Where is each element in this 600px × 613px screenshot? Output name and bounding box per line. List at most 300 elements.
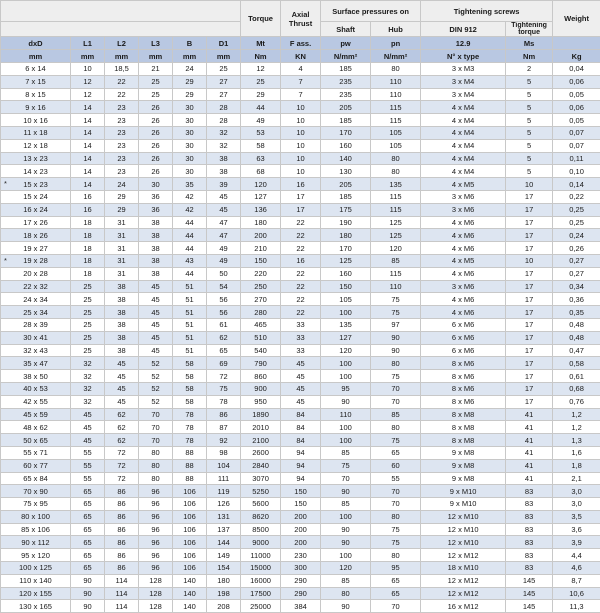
table-cell: 144 [207,536,241,549]
axial-thrust-header [281,1,321,37]
table-cell: 26 [139,101,173,114]
column-name-pw: pw [321,37,371,50]
table-cell: 12 x M10 [421,536,506,549]
table-cell [1,472,71,485]
table-cell: 9 x M10 [421,498,506,511]
table-cell: 140 [321,152,371,165]
table-cell: 160 [321,139,371,152]
table-cell: 12 x M10 [421,523,506,536]
table-cell: 44 [173,267,207,280]
table-body [1,63,600,613]
table-cell: 45 [139,293,173,306]
star-marker: * [4,255,7,266]
table-cell: 25 [139,75,173,88]
table-cell: 22 [281,229,321,242]
table-cell: 39 [207,178,241,191]
table-cell: 3,5 [553,510,600,523]
table-cell: 25 [71,318,105,331]
table-cell: 18 [71,267,105,280]
table-cell: 180 [241,216,281,229]
table-cell: 0,06 [553,75,600,88]
column-unit: mm [105,50,139,63]
table-cell: 1,6 [553,446,600,459]
table-cell: 86 [105,485,139,498]
dimension-value: 120 x 155 [19,589,52,598]
table-cell: 47 [207,216,241,229]
table-cell: 96 [139,549,173,562]
dimension-value: 42 x 55 [23,397,48,406]
table-cell: 0,48 [553,318,600,331]
table-row [1,101,600,114]
table-cell: 65 [71,510,105,523]
table-cell [1,114,71,127]
table-cell: 27 [207,88,241,101]
table-cell: 3 x M6 [421,280,506,293]
table-cell: 4 [281,63,321,76]
table-cell: 27 [207,75,241,88]
table-cell: 2010 [241,421,281,434]
table-row [1,178,600,191]
column-name-dxd: dxD [1,37,71,50]
table-cell: 5 [506,75,553,88]
table-cell: 7 [281,75,321,88]
table-cell: 31 [105,216,139,229]
table-cell: 75 [371,536,421,549]
table-cell: 55 [371,472,421,485]
table-cell: 185 [321,114,371,127]
table-cell: 51 [173,280,207,293]
table-cell: 220 [241,267,281,280]
table-row [1,318,600,331]
table-cell: 45 [207,203,241,216]
table-cell: 90 [71,587,105,600]
table-cell: 16 x M12 [421,600,506,613]
table-cell: 85 [371,408,421,421]
table-cell: 17 [281,190,321,203]
table-cell: 70 [371,498,421,511]
table-cell [1,318,71,331]
table-cell: 94 [281,446,321,459]
table-cell: 58 [173,382,207,395]
table-cell: 41 [506,421,553,434]
column-unit: mm [71,50,105,63]
column-unit: N° x type [421,50,506,63]
dimension-value: 15 x 24 [23,192,48,201]
table-row [1,395,600,408]
table-row [1,485,600,498]
table-cell: 14 [71,178,105,191]
table-cell: 30 [173,114,207,127]
dimension-value: 11 x 18 [23,128,47,137]
table-cell: 126 [207,498,241,511]
table-cell: 4 x M6 [421,229,506,242]
table-cell: 38 [105,293,139,306]
table-cell: 135 [371,178,421,191]
table-cell: 110 [321,408,371,421]
column-unit: N/mm² [371,50,421,63]
table-cell: 0,34 [553,280,600,293]
table-cell: 50 [207,267,241,280]
table-cell: 120 [371,242,421,255]
table-cell: 110 [371,75,421,88]
table-row [1,587,600,600]
table-cell: 100 [321,370,371,383]
table-cell [1,459,71,472]
table-cell: 44 [173,242,207,255]
table-cell: 4 x M4 [421,101,506,114]
table-cell: 65 [71,523,105,536]
table-cell [1,357,71,370]
table-cell: 17 [506,331,553,344]
table-cell: 17 [281,203,321,216]
table-cell: 22 [281,242,321,255]
table-cell: 45 [139,318,173,331]
table-cell: 98 [207,446,241,459]
table-cell: 10 [281,101,321,114]
table-cell [1,152,71,165]
table-cell: 18 [71,229,105,242]
table-cell [1,587,71,600]
table-cell [1,498,71,511]
table-row [1,344,600,357]
table-cell: 58 [173,370,207,383]
table-cell: 6 x M6 [421,318,506,331]
table-cell: 25 [71,280,105,293]
table-cell: 125 [371,229,421,242]
table-cell: 72 [105,472,139,485]
column-name-mt: Mt [241,37,281,50]
dimension-value: 17 x 26 [23,218,48,227]
table-cell: 70 [371,382,421,395]
table-cell: 69 [207,357,241,370]
table-cell: 21 [139,63,173,76]
table-cell: 0,27 [553,254,600,267]
dimension-value: 24 x 34 [23,295,48,304]
table-cell: 106 [173,510,207,523]
table-cell: 127 [321,331,371,344]
table-row [1,421,600,434]
dimension-value: 18 x 26 [23,231,48,240]
table-cell: 51 [173,331,207,344]
hub-header: Hub [371,22,421,37]
table-cell: 100 [321,306,371,319]
dimension-value: 110 x 140 [19,576,51,585]
table-cell: 290 [281,587,321,600]
table-cell: 83 [506,523,553,536]
table-cell: 51 [173,293,207,306]
table-cell: 114 [105,587,139,600]
table-cell: 25 [207,63,241,76]
table-cell: 7 [281,88,321,101]
table-cell: 0,36 [553,293,600,306]
table-cell: 45 [105,395,139,408]
column-name-12-9: 12.9 [421,37,506,50]
dimension-value: 13 x 23 [23,154,48,163]
table-cell: 149 [207,549,241,562]
table-cell: 85 [321,498,371,511]
table-cell: 41 [506,446,553,459]
table-cell: 106 [173,523,207,536]
table-cell: 33 [281,318,321,331]
table-cell: 10 [281,126,321,139]
table-cell: 80 [371,357,421,370]
table-cell [1,370,71,383]
table-cell: 85 [371,254,421,267]
table-cell [1,229,71,242]
table-cell: 52 [139,357,173,370]
table-cell: 6 x M6 [421,344,506,357]
table-cell: 4 x M6 [421,267,506,280]
table-cell: 26 [139,139,173,152]
table-cell [1,344,71,357]
table-cell: 44 [173,216,207,229]
table-cell: 31 [105,242,139,255]
table-cell: 22 [281,216,321,229]
dimension-value: 38 x 50 [23,372,48,381]
table-cell: 32 [71,395,105,408]
table-cell: 65 [207,344,241,357]
table-cell: 12 [71,88,105,101]
table-cell: 80 [371,63,421,76]
table-cell: 17 [506,382,553,395]
table-cell: 3 x M3 [421,63,506,76]
table-cell: 96 [139,523,173,536]
table-cell: 185 [321,63,371,76]
column-name-l1: L1 [71,37,105,50]
table-cell: 62 [105,434,139,447]
table-cell [1,267,71,280]
table-cell: 198 [207,587,241,600]
table-cell: 65 [71,562,105,575]
table-cell: 125 [371,216,421,229]
table-cell: 0,07 [553,139,600,152]
table-cell: 115 [371,114,421,127]
table-cell: 70 [371,600,421,613]
table-cell: 10 [506,178,553,191]
table-cell: 235 [321,75,371,88]
table-cell: 119 [207,485,241,498]
table-cell: 16 [281,178,321,191]
table-cell: 72 [105,459,139,472]
table-cell: 86 [105,562,139,575]
table-cell: 86 [207,408,241,421]
table-cell: 38 [139,216,173,229]
table-cell: 136 [241,203,281,216]
table-cell: 4 x M5 [421,178,506,191]
table-cell [1,510,71,523]
table-cell: 131 [207,510,241,523]
table-row [1,152,600,165]
dimension-value: 25 x 34 [23,308,48,317]
table-cell: 2,1 [553,472,600,485]
table-cell: 44 [173,229,207,242]
table-row [1,472,600,485]
table-cell: 84 [281,434,321,447]
table-cell: 128 [139,587,173,600]
table-cell: 95 [321,382,371,395]
table-cell [1,254,71,267]
table-cell: 90 [371,331,421,344]
table-cell: 86 [105,549,139,562]
table-cell: 29 [173,75,207,88]
table-cell: 55 [71,472,105,485]
table-cell: 12 [71,75,105,88]
table-cell [1,434,71,447]
table-cell: 38 [105,318,139,331]
table-cell: 1,2 [553,408,600,421]
table-cell [1,549,71,562]
table-cell: 10 [281,114,321,127]
table-cell: 10 [71,63,105,76]
dimension-value: 8 x 15 [25,90,45,99]
table-cell: 29 [241,88,281,101]
dimension-value: 85 x 106 [21,525,50,534]
table-cell: 150 [241,254,281,267]
table-cell: 3 x M4 [421,75,506,88]
dimension-value: 28 x 39 [23,320,48,329]
table-cell: 87 [207,421,241,434]
table-cell: 3 x M6 [421,203,506,216]
dimension-value: 6 x 14 [25,64,45,73]
table-cell: 75 [321,459,371,472]
table-cell: 110 [371,280,421,293]
table-cell: 30 [173,126,207,139]
table-cell: 58 [173,395,207,408]
table-cell: 150 [281,498,321,511]
table-cell: 78 [207,395,241,408]
table-cell: 9 x M8 [421,459,506,472]
table-cell: 106 [173,485,207,498]
table-cell: 0,61 [553,370,600,383]
table-cell: 105 [371,126,421,139]
table-cell: 80 [371,549,421,562]
table-cell [1,165,71,178]
header-blank-2 [1,22,241,37]
table-cell: 4 x M5 [421,254,506,267]
table-cell: 31 [105,254,139,267]
table-cell: 70 [139,434,173,447]
table-row [1,574,600,587]
table-cell: 84 [281,421,321,434]
table-cell [1,75,71,88]
table-cell: 33 [281,331,321,344]
table-cell: 1,2 [553,421,600,434]
table-cell: 62 [105,408,139,421]
table-cell: 200 [281,510,321,523]
table-cell: 85 [321,446,371,459]
table-cell [1,446,71,459]
table-cell: 5 [506,152,553,165]
table-cell: 26 [139,126,173,139]
table-cell: 30 [173,152,207,165]
table-cell: 31 [105,267,139,280]
table-cell: 16000 [241,574,281,587]
table-cell: 160 [321,267,371,280]
table-cell: 200 [281,523,321,536]
table-cell: 90 [371,344,421,357]
table-cell: 54 [207,280,241,293]
dimension-value: 10 x 16 [23,116,48,125]
table-cell: 38 [105,280,139,293]
table-cell: 83 [506,549,553,562]
table-cell: 14 [71,101,105,114]
table-cell: 230 [281,549,321,562]
table-cell: 83 [506,536,553,549]
table-cell: 26 [139,114,173,127]
dimension-value: 95 x 120 [21,551,50,560]
table-cell: 96 [139,498,173,511]
table-cell: 80 [371,165,421,178]
table-cell: 145 [506,587,553,600]
table-cell: 17 [506,203,553,216]
table-cell: 75 [371,306,421,319]
table-cell: 4 x M6 [421,306,506,319]
table-cell: 30 [173,101,207,114]
dimension-value: 100 x 125 [19,563,52,572]
table-cell: 72 [105,446,139,459]
table-cell: 0,04 [553,63,600,76]
table-cell: 16 [281,254,321,267]
table-cell: 4 x M4 [421,114,506,127]
table-cell: 36 [139,203,173,216]
table-cell: 100 [321,357,371,370]
column-name-f-ass: F ass. [281,37,321,50]
table-cell: 65 [371,574,421,587]
table-cell: 96 [139,485,173,498]
column-name-ms: Ms [506,37,553,50]
table-cell: 185 [321,190,371,203]
table-cell: 106 [173,562,207,575]
table-cell: 128 [139,574,173,587]
table-cell: 14 [71,152,105,165]
table-cell: 88 [173,459,207,472]
table-cell: 52 [139,395,173,408]
table-cell: 17 [506,280,553,293]
dimension-value: 60 x 77 [23,461,48,470]
table-cell: 15000 [241,562,281,575]
table-cell: 56 [207,293,241,306]
table-cell: 22 [281,293,321,306]
table-cell: 900 [241,382,281,395]
table-cell: 45 [105,357,139,370]
dimension-value: 90 x 112 [21,538,49,547]
table-cell: 25 [71,344,105,357]
table-cell: 96 [139,536,173,549]
table-cell: 17 [506,190,553,203]
table-cell: 200 [281,536,321,549]
dimension-value: 32 x 43 [23,346,48,355]
table-cell: 32 [71,357,105,370]
table-cell: 90 [321,600,371,613]
table-row [1,370,600,383]
table-row [1,75,600,88]
table-cell: 205 [321,101,371,114]
table-cell: 38 [105,306,139,319]
table-cell: 4,4 [553,549,600,562]
dimension-value: 70 x 90 [23,487,48,496]
table-cell: 106 [173,536,207,549]
table-cell: 86 [105,498,139,511]
table-cell: 52 [139,382,173,395]
table-cell: 52 [139,370,173,383]
table-cell: 14 [71,165,105,178]
table-row [1,267,600,280]
column-unit: Nm [241,50,281,63]
table-cell: 29 [173,88,207,101]
table-cell: 43 [173,254,207,267]
table-cell: 4 x M4 [421,126,506,139]
table-cell: 125 [321,254,371,267]
